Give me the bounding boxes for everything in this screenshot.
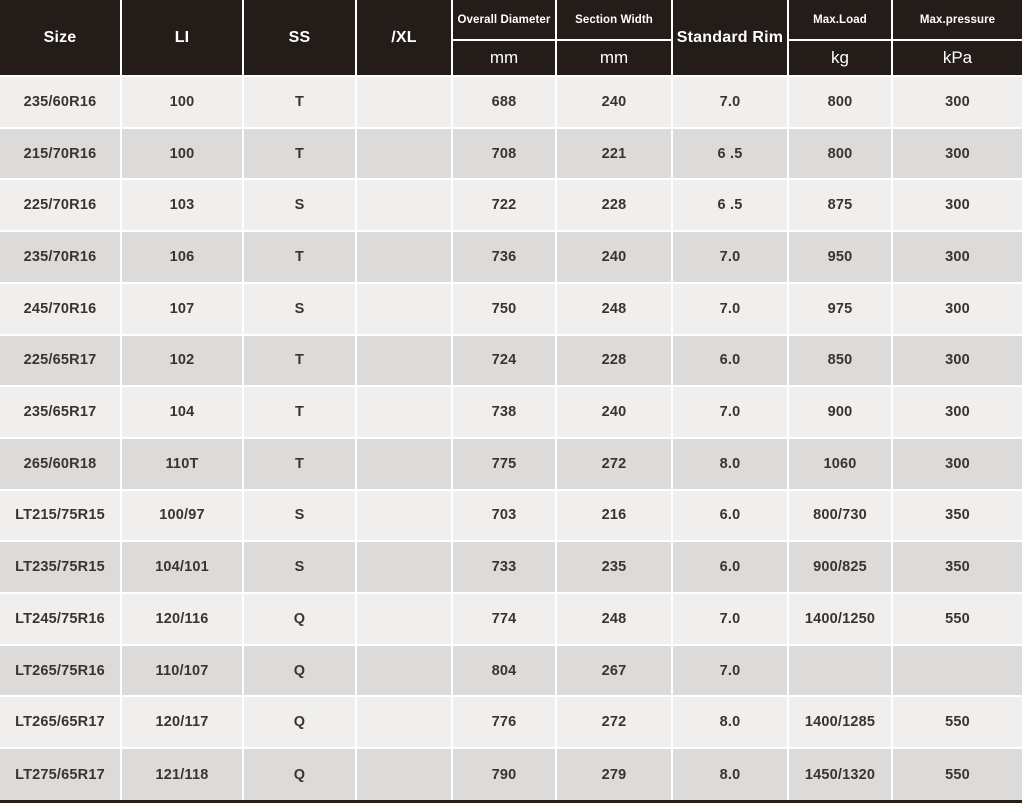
cell-section-width: 228 — [556, 179, 672, 231]
cell-standard-rim: 8.0 — [672, 438, 788, 490]
table-row — [0, 179, 1022, 231]
cell-ss: Q — [243, 748, 356, 800]
table-row — [0, 76, 1022, 128]
cell-section-width: 240 — [556, 76, 672, 128]
cell-max-load: 1400/1250 — [788, 593, 892, 645]
cell-max-load: 875 — [788, 179, 892, 231]
cell-section-width: 240 — [556, 386, 672, 438]
table-row — [0, 231, 1022, 283]
cell-ss: S — [243, 490, 356, 542]
cell-li: 110T — [121, 438, 243, 490]
cell-section-width: 279 — [556, 748, 672, 800]
cell-standard-rim: 7.0 — [672, 593, 788, 645]
cell-section-width: 248 — [556, 593, 672, 645]
cell-size: 235/60R16 — [0, 76, 121, 128]
cell-xl — [356, 179, 452, 231]
column-header-size: Size — [0, 0, 121, 76]
cell-overall-diameter: 736 — [452, 231, 556, 283]
cell-standard-rim: 6 .5 — [672, 179, 788, 231]
unit-overall-diameter: mm — [452, 40, 556, 76]
cell-standard-rim: 8.0 — [672, 696, 788, 748]
cell-li: 121/118 — [121, 748, 243, 800]
table-row — [0, 696, 1022, 748]
cell-overall-diameter: 774 — [452, 593, 556, 645]
cell-max-load: 1450/1320 — [788, 748, 892, 800]
cell-li: 106 — [121, 231, 243, 283]
cell-ss: S — [243, 179, 356, 231]
cell-max-load: 950 — [788, 231, 892, 283]
table-row — [0, 541, 1022, 593]
cell-overall-diameter: 733 — [452, 541, 556, 593]
cell-section-width: 272 — [556, 696, 672, 748]
table-row — [0, 593, 1022, 645]
table-row — [0, 386, 1022, 438]
column-header-li: LI — [121, 0, 243, 76]
column-header-ss: SS — [243, 0, 356, 76]
cell-xl — [356, 490, 452, 542]
column-header-xl: /XL — [356, 0, 452, 76]
cell-max-pressure: 300 — [892, 335, 1022, 387]
cell-standard-rim: 6.0 — [672, 335, 788, 387]
cell-max-pressure: 550 — [892, 593, 1022, 645]
cell-size: 245/70R16 — [0, 283, 121, 335]
cell-max-pressure: 300 — [892, 179, 1022, 231]
column-header-max-load: Max.Load — [788, 0, 892, 40]
cell-max-load: 800 — [788, 76, 892, 128]
cell-standard-rim: 6.0 — [672, 490, 788, 542]
cell-overall-diameter: 703 — [452, 490, 556, 542]
cell-xl — [356, 76, 452, 128]
cell-overall-diameter: 722 — [452, 179, 556, 231]
cell-max-load: 800 — [788, 128, 892, 180]
cell-max-load — [788, 645, 892, 697]
cell-ss: T — [243, 438, 356, 490]
cell-standard-rim: 8.0 — [672, 748, 788, 800]
cell-overall-diameter: 750 — [452, 283, 556, 335]
cell-size: LT245/75R16 — [0, 593, 121, 645]
cell-li: 104 — [121, 386, 243, 438]
cell-max-load: 900 — [788, 386, 892, 438]
cell-xl — [356, 386, 452, 438]
cell-size: LT215/75R15 — [0, 490, 121, 542]
cell-xl — [356, 231, 452, 283]
table-row — [0, 490, 1022, 542]
cell-standard-rim: 7.0 — [672, 386, 788, 438]
table-row — [0, 748, 1022, 800]
cell-size: 265/60R18 — [0, 438, 121, 490]
cell-xl — [356, 128, 452, 180]
cell-section-width: 267 — [556, 645, 672, 697]
cell-standard-rim: 7.0 — [672, 231, 788, 283]
cell-ss: Q — [243, 593, 356, 645]
cell-section-width: 248 — [556, 283, 672, 335]
cell-ss: T — [243, 128, 356, 180]
cell-standard-rim: 6 .5 — [672, 128, 788, 180]
cell-max-load: 850 — [788, 335, 892, 387]
cell-section-width: 272 — [556, 438, 672, 490]
cell-standard-rim: 6.0 — [672, 541, 788, 593]
cell-size: LT265/75R16 — [0, 645, 121, 697]
cell-size: 235/70R16 — [0, 231, 121, 283]
cell-size: 225/70R16 — [0, 179, 121, 231]
cell-li: 103 — [121, 179, 243, 231]
cell-max-pressure — [892, 645, 1022, 697]
cell-ss: Q — [243, 645, 356, 697]
cell-li: 100 — [121, 76, 243, 128]
table-row — [0, 335, 1022, 387]
table-row — [0, 283, 1022, 335]
cell-max-pressure: 300 — [892, 438, 1022, 490]
column-header-overall-diameter: Overall Diameter — [452, 0, 556, 40]
cell-xl — [356, 335, 452, 387]
cell-xl — [356, 593, 452, 645]
cell-xl — [356, 438, 452, 490]
cell-max-pressure: 300 — [892, 76, 1022, 128]
cell-overall-diameter: 804 — [452, 645, 556, 697]
cell-max-pressure: 300 — [892, 386, 1022, 438]
cell-section-width: 228 — [556, 335, 672, 387]
cell-max-load: 975 — [788, 283, 892, 335]
cell-overall-diameter: 775 — [452, 438, 556, 490]
cell-ss: Q — [243, 696, 356, 748]
cell-li: 120/116 — [121, 593, 243, 645]
cell-max-pressure: 300 — [892, 231, 1022, 283]
cell-overall-diameter: 790 — [452, 748, 556, 800]
cell-li: 100/97 — [121, 490, 243, 542]
table-header — [0, 0, 1022, 76]
cell-xl — [356, 541, 452, 593]
header-row-labels — [0, 0, 1022, 40]
cell-li: 120/117 — [121, 696, 243, 748]
cell-size: 215/70R16 — [0, 128, 121, 180]
column-header-section-width: Section Width — [556, 0, 672, 40]
cell-li: 110/107 — [121, 645, 243, 697]
cell-li: 100 — [121, 128, 243, 180]
cell-xl — [356, 283, 452, 335]
unit-section-width: mm — [556, 40, 672, 76]
column-header-max-pressure: Max.pressure — [892, 0, 1022, 40]
cell-size: 225/65R17 — [0, 335, 121, 387]
cell-section-width: 235 — [556, 541, 672, 593]
cell-li: 107 — [121, 283, 243, 335]
cell-standard-rim: 7.0 — [672, 76, 788, 128]
cell-size: LT235/75R15 — [0, 541, 121, 593]
unit-max-load: kg — [788, 40, 892, 76]
cell-size: LT265/65R17 — [0, 696, 121, 748]
cell-max-pressure: 350 — [892, 490, 1022, 542]
cell-max-load: 800/730 — [788, 490, 892, 542]
unit-max-pressure: kPa — [892, 40, 1022, 76]
cell-max-pressure: 300 — [892, 283, 1022, 335]
cell-ss: S — [243, 283, 356, 335]
cell-overall-diameter: 708 — [452, 128, 556, 180]
table-row — [0, 645, 1022, 697]
cell-standard-rim: 7.0 — [672, 283, 788, 335]
cell-overall-diameter: 776 — [452, 696, 556, 748]
cell-max-load: 1400/1285 — [788, 696, 892, 748]
cell-max-pressure: 550 — [892, 748, 1022, 800]
cell-max-pressure: 550 — [892, 696, 1022, 748]
cell-ss: T — [243, 76, 356, 128]
cell-max-load: 900/825 — [788, 541, 892, 593]
cell-xl — [356, 748, 452, 800]
cell-overall-diameter: 724 — [452, 335, 556, 387]
cell-xl — [356, 645, 452, 697]
cell-standard-rim: 7.0 — [672, 645, 788, 697]
spec-table-body — [0, 76, 1022, 800]
cell-size: 235/65R17 — [0, 386, 121, 438]
cell-max-load: 1060 — [788, 438, 892, 490]
cell-overall-diameter: 738 — [452, 386, 556, 438]
cell-li: 104/101 — [121, 541, 243, 593]
cell-max-pressure: 350 — [892, 541, 1022, 593]
cell-overall-diameter: 688 — [452, 76, 556, 128]
cell-ss: T — [243, 231, 356, 283]
table-row — [0, 128, 1022, 180]
cell-xl — [356, 696, 452, 748]
cell-ss: T — [243, 335, 356, 387]
cell-max-pressure: 300 — [892, 128, 1022, 180]
table-row — [0, 438, 1022, 490]
cell-section-width: 216 — [556, 490, 672, 542]
cell-section-width: 240 — [556, 231, 672, 283]
column-header-standard-rim: Standard Rim — [672, 0, 788, 76]
cell-li: 102 — [121, 335, 243, 387]
cell-ss: S — [243, 541, 356, 593]
cell-section-width: 221 — [556, 128, 672, 180]
cell-size: LT275/65R17 — [0, 748, 121, 800]
cell-ss: T — [243, 386, 356, 438]
